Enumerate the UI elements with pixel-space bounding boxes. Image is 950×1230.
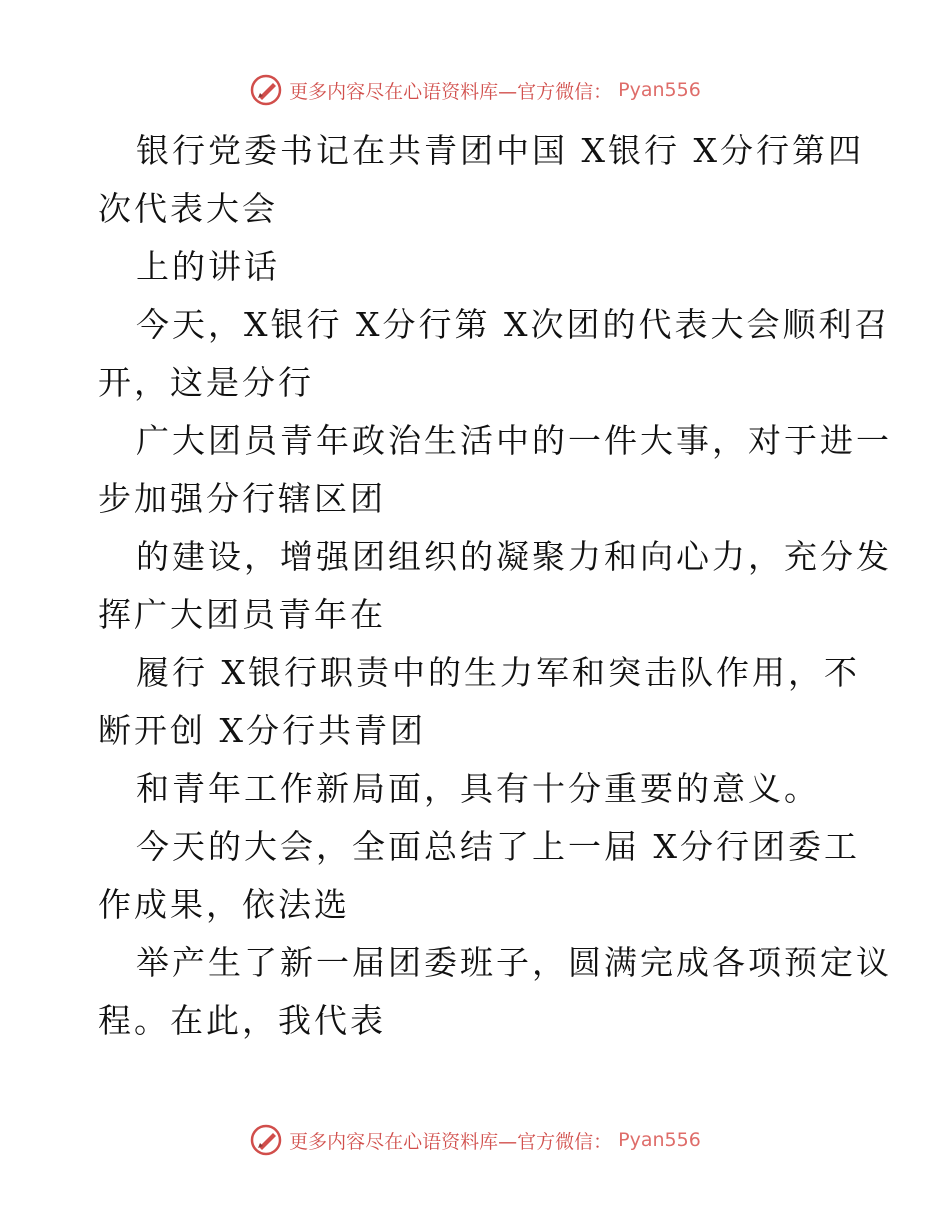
text-line: 挥广大团员青年在 (98, 595, 386, 634)
watermark-text: 更多内容尽在心语资料库—官方微信： (289, 1130, 613, 1153)
header-watermark (0, 70, 950, 110)
text-line: 今天的大会，全面总结了上一届 X分行团委工 (136, 827, 860, 866)
footer-watermark (0, 1120, 950, 1160)
text-line: 广大团员青年政治生活中的一件大事，对于进一 (136, 421, 892, 460)
pen-logo-icon (249, 73, 283, 107)
text-line: 举产生了新一届团委班子，圆满完成各项预定议 (136, 943, 892, 982)
watermark-wechat-id: Pyan556 (618, 1129, 701, 1151)
watermark-text: 更多内容尽在心语资料库—官方微信： (289, 80, 613, 103)
text-line: 今天，X银行 X分行第 X次团的代表大会顺利召 (136, 305, 891, 344)
pen-logo-icon (249, 1123, 283, 1157)
text-line: 的建设，增强团组织的凝聚力和向心力，充分发 (136, 537, 892, 576)
text-line: 履行 X银行职责中的生力军和突击队作用，不 (136, 653, 860, 692)
text-line: 步加强分行辖区团 (98, 479, 386, 518)
text-line: 断开创 X分行共青团 (98, 711, 426, 750)
text-line: 作成果，依法选 (98, 885, 350, 924)
text-line: 次代表大会 (98, 189, 278, 228)
watermark-wechat-id: Pyan556 (618, 79, 701, 101)
text-line: 开，这是分行 (98, 363, 314, 402)
text-line: 程。在此，我代表 (98, 1001, 386, 1040)
text-line: 和青年工作新局面，具有十分重要的意义。 (136, 769, 820, 808)
text-line: 上的讲话 (136, 247, 280, 286)
document-body (98, 122, 892, 1050)
text-line: 银行党委书记在共青团中国 X银行 X分行第四 (136, 131, 864, 170)
